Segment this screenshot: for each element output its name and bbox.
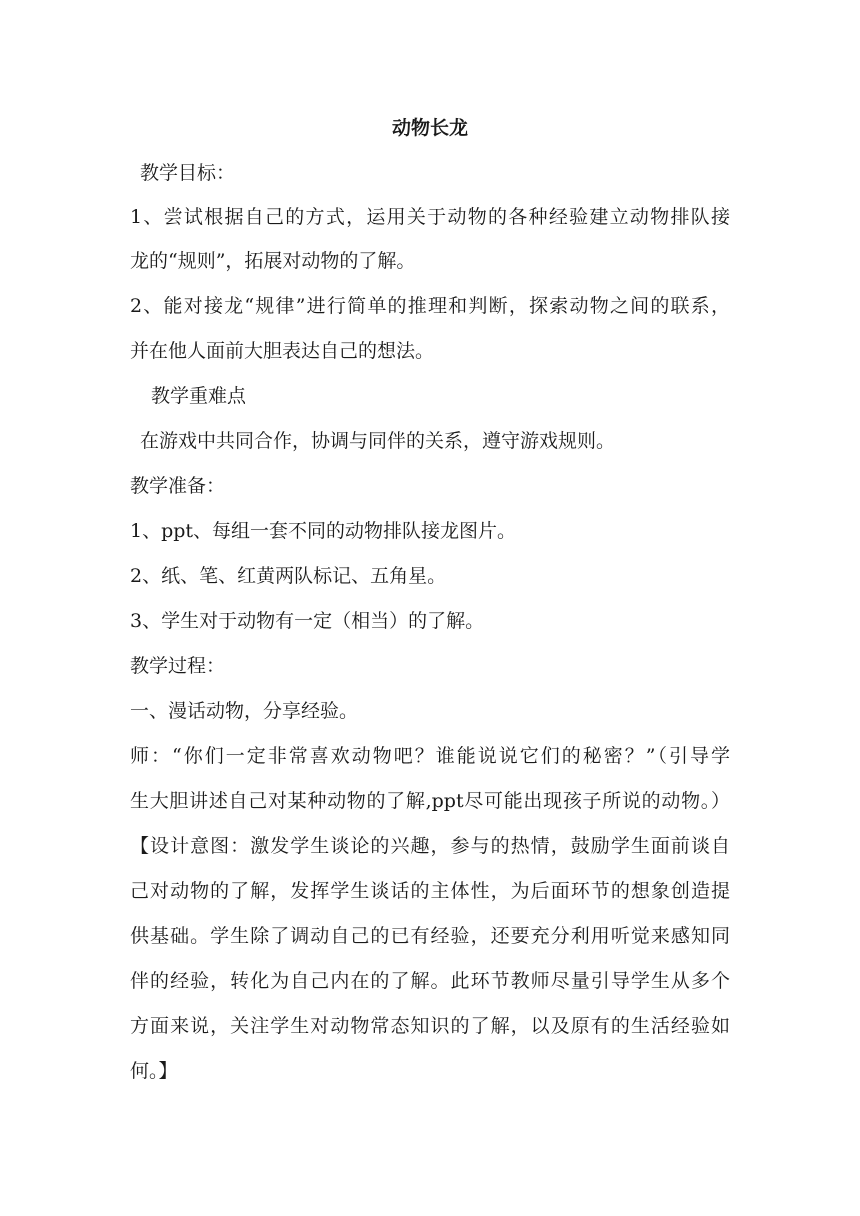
- section-1-heading: 一、漫话动物，分享经验。: [130, 700, 359, 722]
- design-intent-line-2: 己对动物的了解，发挥学生谈话的主体性，为后面环节的想象创造提: [130, 880, 730, 902]
- design-intent-line-5: 方面来说，关注学生对动物常态知识的了解，以及原有的生活经验如: [130, 1015, 730, 1037]
- design-intent-line-1: 【设计意图：激发学生谈论的兴趣，参与的热情，鼓励学生面前谈自: [130, 835, 730, 857]
- prep-item-3: 3、学生对于动物有一定（相当）的了解。: [130, 610, 485, 632]
- goal-1-line-1: 1、尝试根据自己的方式，运用关于动物的各种经验建立动物排队接: [130, 206, 730, 228]
- goals-heading: 教学目标：: [140, 162, 236, 184]
- goal-2-line-1: 2、能对接龙“规律”进行简单的推理和判断，探索动物之间的联系，: [130, 295, 730, 317]
- key-points-text: 在游戏中共同合作，协调与同伴的关系，遵守游戏规则。: [140, 430, 616, 452]
- teacher-line-1: 师：“你们一定非常喜欢动物吧？谁能说说它们的秘密？”（引导学: [130, 745, 730, 767]
- design-intent-line-6: 何。】: [130, 1060, 178, 1082]
- prep-heading: 教学准备：: [130, 475, 226, 497]
- prep-item-2: 2、纸、笔、红黄两队标记、五角星。: [130, 565, 447, 587]
- process-heading: 教学过程：: [130, 655, 226, 677]
- teacher-line-2: 生大胆讲述自己对某种动物的了解,ppt尽可能出现孩子所说的动物。）: [130, 790, 730, 812]
- goal-2-line-2: 并在他人面前大胆表达自己的想法。: [130, 340, 435, 362]
- document-title: 动物长龙: [391, 117, 468, 139]
- design-intent-line-3: 供基础。学生除了调动自己的已有经验，还要充分利用听觉来感知同: [130, 925, 730, 947]
- design-intent-line-4: 伴的经验，转化为自己内在的了解。此环节教师尽量引导学生从多个: [130, 970, 730, 992]
- key-points-heading: 教学重难点: [151, 385, 247, 407]
- goal-1-line-2: 龙的“规则”，拓展对动物的了解。: [130, 250, 416, 272]
- prep-item-1: 1、ppt、每组一套不同的动物排队接龙图片。: [130, 520, 517, 542]
